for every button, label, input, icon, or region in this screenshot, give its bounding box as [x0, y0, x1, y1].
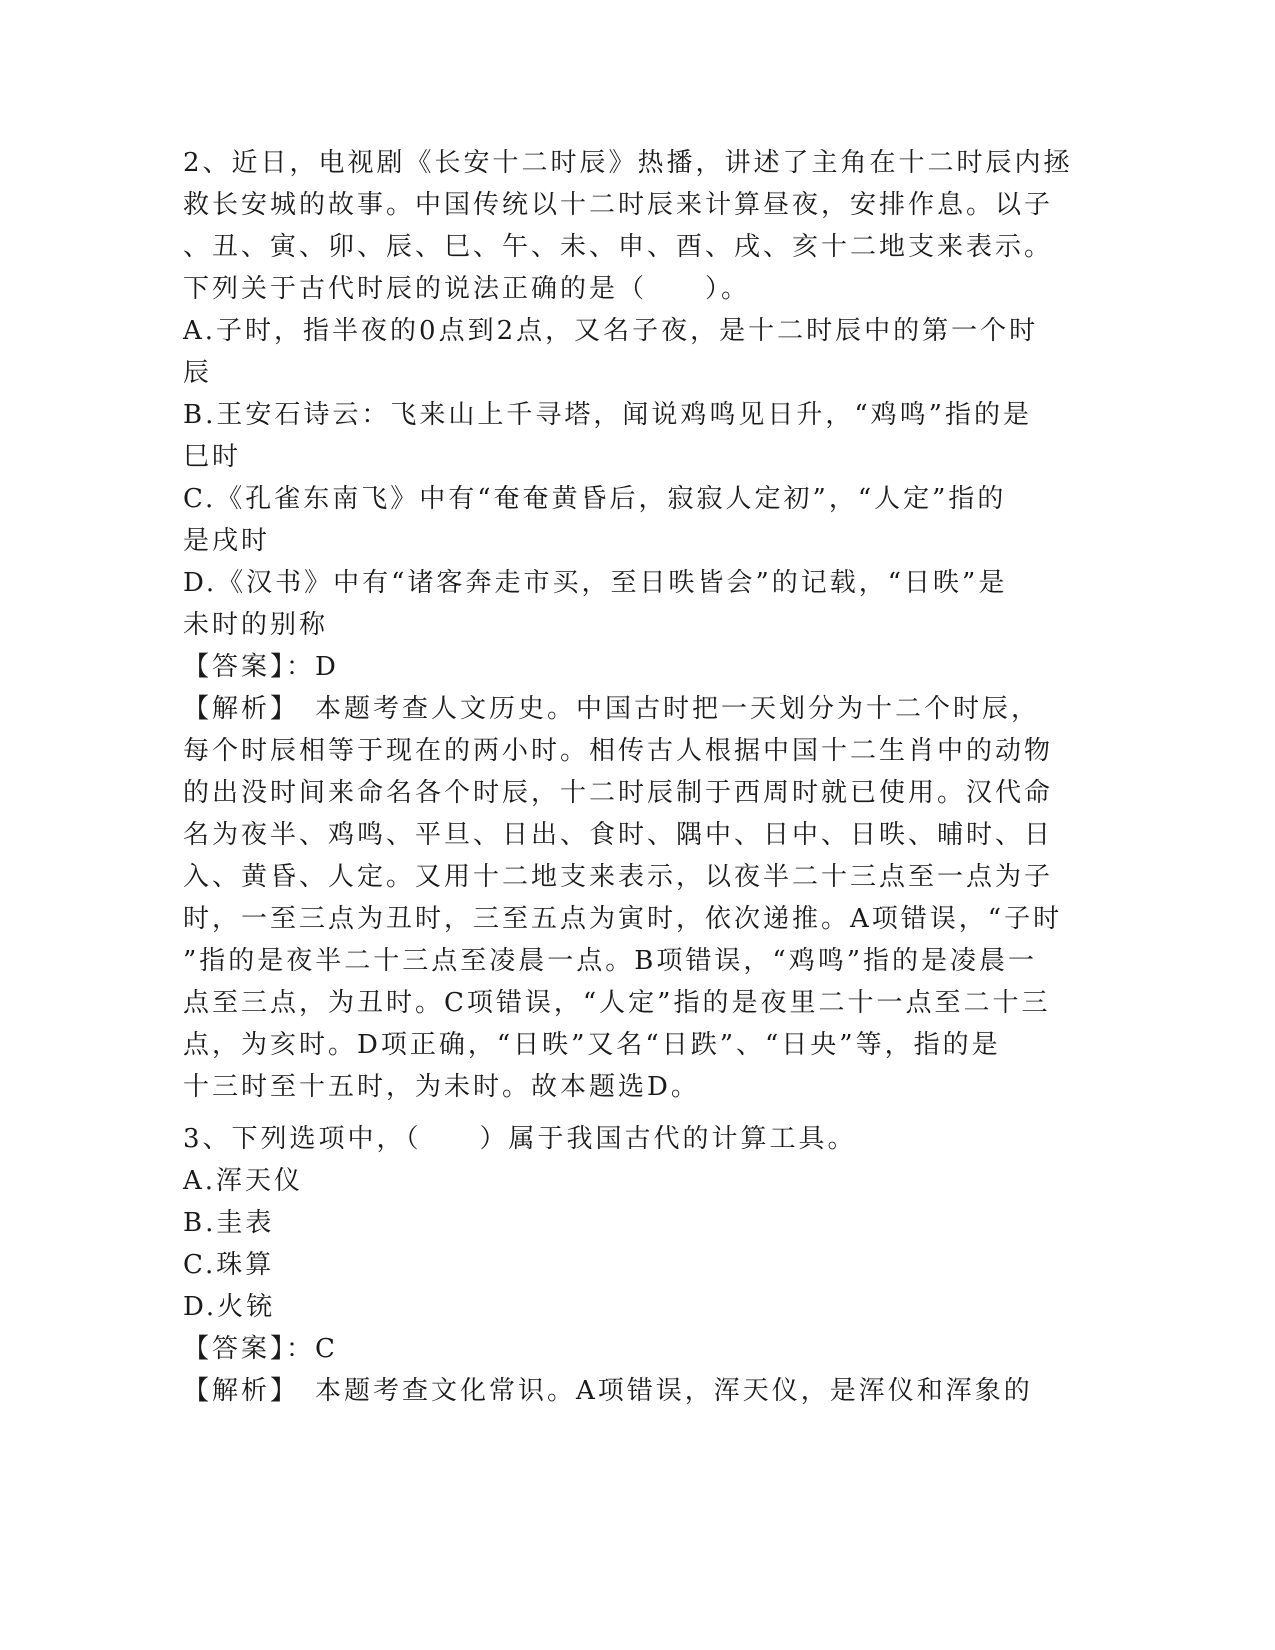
question-2-option-b: 巳时 — [183, 442, 242, 472]
question-2-analysis-line: 入、黄昏、人定。又用十二地支来表示，以夜半二十三点至一点为子 — [183, 862, 1054, 892]
question-2-stem-line: 救长安城的故事。中国传统以十二时辰来计算昼夜，安排作息。以子 — [183, 190, 1054, 220]
question-2-analysis-line: ”指的是夜半二十三点至凌晨一点。B项错误，“鸡鸣”指的是凌晨一 — [183, 946, 1037, 976]
question-2-option-d: 未时的别称 — [183, 610, 329, 640]
question-3-stem: 3、下列选项中，（ ）属于我国古代的计算工具。 — [183, 1124, 857, 1154]
question-2-stem-line: 下列关于古代时辰的说法正确的是（ ）。 — [183, 274, 751, 304]
question-2-analysis-line: 【解析】 本题考查人文历史。中国古时把一天划分为十二个时辰， — [183, 694, 1041, 724]
question-3-option-b: B.圭表 — [183, 1208, 275, 1238]
question-3-answer: 【答案】：C — [183, 1334, 338, 1364]
question-3-option-d: D.火铳 — [183, 1292, 276, 1322]
question-2-analysis-line: 的出没时间来命名各个时辰，十二时辰制于西周时就已使用。汉代命 — [183, 778, 1054, 808]
question-2-analysis-line: 时，一至三点为丑时，三至五点为寅时，依次递推。A项错误，“子时 — [183, 904, 1063, 934]
question-2-stem-line: 2、近日，电视剧《长安十二时辰》热播，讲述了主角在十二时辰内拯 — [183, 148, 1073, 178]
question-2-option-a: A.子时，指半夜的0点到2点，又名子夜，是十二时辰中的第一个时 — [183, 316, 1039, 346]
question-2-option-b: B.王安石诗云：飞来山上千寻塔，闻说鸡鸣见日升，“鸡鸣”指的是 — [183, 400, 1032, 430]
question-3-analysis-line: 【解析】 本题考查文化常识。A项错误，浑天仪，是浑仪和浑象的 — [183, 1376, 1033, 1406]
question-2 — [183, 142, 1083, 1108]
question-2-analysis-line: 点至三点，为丑时。C项错误，“人定”指的是夜里二十一点至二十三 — [183, 988, 1051, 1018]
question-2-analysis-line: 每个时辰相等于现在的两小时。相传古人根据中国十二生肖中的动物 — [183, 736, 1054, 766]
question-3-option-c: C.珠算 — [183, 1250, 275, 1280]
question-2-answer: 【答案】：D — [183, 652, 339, 682]
question-2-analysis-line: 名为夜半、鸡鸣、平旦、日出、食时、隅中、日中、日昳、晡时、日 — [183, 820, 1054, 850]
question-3 — [183, 1118, 1083, 1412]
question-2-option-c: C.《孔雀东南飞》中有“奄奄黄昏后，寂寂人定初”，“人定”指的 — [183, 484, 1007, 514]
question-2-stem-line: 、丑、寅、卯、辰、巳、午、未、申、酉、戌、亥十二地支来表示。 — [183, 232, 1054, 262]
question-2-option-d: D.《汉书》中有“诸客奔走市买，至日昳皆会”的记载，“日昳”是 — [183, 568, 1008, 598]
question-2-analysis-line: 十三时至十五时，为未时。故本题选D。 — [183, 1072, 700, 1102]
question-3-option-a: A.浑天仪 — [183, 1166, 304, 1196]
question-2-option-a: 辰 — [183, 358, 213, 388]
document-page — [183, 142, 1083, 1412]
question-2-option-c: 是戌时 — [183, 526, 271, 556]
question-2-analysis-line: 点，为亥时。D项正确，“日昳”又名“日跌”、“日央”等，指的是 — [183, 1030, 1001, 1060]
question-spacer — [183, 1108, 1083, 1118]
